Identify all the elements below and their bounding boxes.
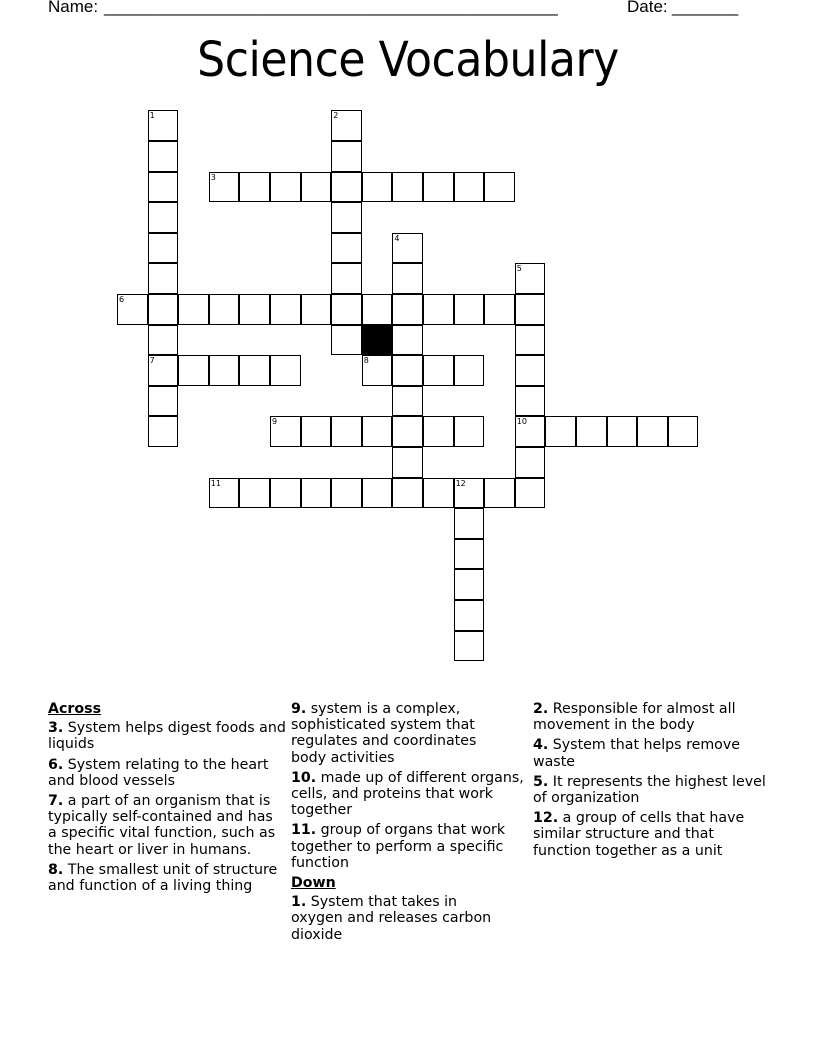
down-heading: Down	[291, 875, 336, 892]
crossword-cell[interactable]	[392, 263, 423, 294]
cell-number: 9	[272, 417, 278, 427]
crossword-cell[interactable]	[515, 355, 546, 386]
crossword-cell[interactable]	[270, 355, 301, 386]
crossword-cell[interactable]	[392, 233, 423, 264]
crossword-cell[interactable]	[392, 416, 423, 447]
crossword-cell[interactable]	[239, 478, 270, 509]
crossword-cell[interactable]	[484, 294, 515, 325]
crossword-cell[interactable]	[148, 141, 179, 172]
crossword-cell[interactable]	[454, 294, 485, 325]
cell-number: 12	[455, 478, 466, 488]
crossword-cell[interactable]	[392, 447, 423, 478]
date-label: Date:	[627, 0, 668, 16]
across-heading: Across	[48, 701, 102, 717]
crossword-cell[interactable]	[148, 233, 179, 264]
clue-number: 10.	[291, 769, 317, 786]
clues-column-3	[533, 701, 773, 863]
crossword-cell[interactable]	[148, 386, 179, 417]
crossword-cell[interactable]	[362, 172, 393, 203]
crossword-cell[interactable]	[392, 355, 423, 386]
crossword-cell[interactable]	[239, 172, 270, 203]
clue-number: 9.	[291, 701, 307, 717]
clue-text: system is a complex, sophisticated system that regulates and coordinates body activities	[291, 701, 477, 766]
crossword-cell[interactable]	[301, 172, 332, 203]
clue-text: a group of cells that have similar structure and that function together as a unit	[533, 810, 745, 859]
name-field[interactable]: ________________________________________________	[104, 0, 558, 16]
page-title: Science Vocabulary	[197, 32, 619, 88]
crossword-cell[interactable]	[515, 386, 546, 417]
clue-across-7	[48, 793, 280, 858]
crossword-cell[interactable]	[637, 416, 668, 447]
crossword-cell[interactable]	[392, 478, 423, 509]
clue-text: made up of different organs, cells, and proteins that work together	[291, 769, 524, 819]
crossword-cell[interactable]	[270, 172, 301, 203]
crossword-cell[interactable]	[454, 631, 485, 662]
crossword-cell[interactable]	[301, 478, 332, 509]
clue-text: System relating to the heart and blood vessels	[48, 756, 269, 789]
clue-across-9	[291, 701, 506, 766]
crossword-cell[interactable]	[331, 172, 362, 203]
crossword-cell[interactable]	[454, 539, 485, 570]
clue-across-8	[48, 862, 288, 894]
clue-across-3	[48, 720, 288, 752]
clue-text: a part of an organism that is typically self-contained and has a specific vital function, such as the heart or liver in humans.	[48, 793, 276, 858]
clue-number: 12.	[533, 810, 559, 827]
crossword-cell[interactable]	[148, 172, 179, 203]
clue-down-5	[533, 774, 773, 806]
crossword-cell[interactable]	[270, 478, 301, 509]
crossword-cell[interactable]	[423, 294, 454, 325]
crossword-cell[interactable]	[362, 355, 393, 386]
crossword-cell[interactable]	[239, 294, 270, 325]
crossword-cell[interactable]	[331, 110, 362, 141]
crossword-cell[interactable]	[454, 172, 485, 203]
crossword-cell[interactable]	[392, 294, 423, 325]
clue-text: Responsible for almost all movement in the body	[533, 701, 736, 734]
crossword-cell[interactable]	[148, 416, 179, 447]
cell-number: 6	[119, 295, 125, 304]
crossword-cell[interactable]	[515, 263, 546, 294]
crossword-cell[interactable]	[209, 355, 240, 386]
crossword-cell[interactable]	[331, 416, 362, 447]
crossword-cell[interactable]	[209, 294, 240, 325]
crossword-cell[interactable]	[331, 141, 362, 172]
crossword-cell[interactable]	[668, 416, 699, 447]
cell-number: 1	[149, 111, 155, 121]
crossword-cell[interactable]	[178, 294, 209, 325]
clue-text: It represents the highest level of organization	[533, 773, 766, 807]
clue-text: The smallest unit of structure and function of a living thing	[48, 861, 278, 895]
crossword-cell[interactable]	[117, 294, 148, 325]
crossword-cell[interactable]	[454, 416, 485, 447]
cell-number: 5	[516, 264, 522, 274]
clue-text: group of organs that work together to perform a specific function	[291, 822, 506, 871]
crossword-cell[interactable]	[454, 508, 485, 539]
crossword-cell[interactable]	[454, 478, 485, 509]
clues-column-1	[48, 701, 288, 898]
crossword-cell[interactable]	[362, 478, 393, 509]
crossword-cell[interactable]	[301, 416, 332, 447]
crossword-cell[interactable]	[148, 294, 179, 325]
cell-number: 10	[516, 417, 527, 427]
clue-across-10	[291, 770, 531, 819]
crossword-cell[interactable]	[301, 294, 332, 325]
cell-number: 11	[210, 478, 221, 488]
clue-number: 1.	[291, 894, 307, 911]
crossword-cell[interactable]	[148, 325, 179, 356]
crossword-cell[interactable]	[423, 478, 454, 509]
crossword-cell[interactable]	[515, 447, 546, 478]
date-field[interactable]: _______	[672, 0, 739, 16]
clue-down-2	[533, 701, 773, 733]
crossword-cell[interactable]	[331, 478, 362, 509]
crossword-cell[interactable]	[270, 294, 301, 325]
crossword-cell[interactable]	[331, 263, 362, 294]
crossword-cell[interactable]	[270, 416, 301, 447]
crossword-cell[interactable]	[148, 202, 179, 233]
crossword-cell[interactable]	[515, 294, 546, 325]
crossword-cell[interactable]	[454, 600, 485, 631]
cell-number: 4	[394, 233, 400, 243]
crossword-cell[interactable]	[178, 355, 209, 386]
crossword-cell[interactable]	[454, 355, 485, 386]
clue-number: 7.	[48, 793, 64, 810]
crossword-cell[interactable]	[392, 172, 423, 203]
crossword-cell[interactable]	[484, 478, 515, 509]
crossword-cell[interactable]	[515, 325, 546, 356]
clue-down-1	[291, 894, 511, 943]
name-label: Name:	[48, 0, 99, 16]
cell-number: 7	[149, 356, 155, 366]
clue-number: 11.	[291, 822, 317, 839]
crossword-cell[interactable]	[423, 416, 454, 447]
crossword-cell[interactable]	[148, 263, 179, 294]
crossword-cell[interactable]	[392, 325, 423, 356]
cell-number: 3	[210, 172, 216, 182]
crossword-cell[interactable]	[607, 416, 638, 447]
crossword-cell[interactable]	[454, 569, 485, 600]
crossword-cell[interactable]	[331, 233, 362, 264]
crossword-cell[interactable]	[239, 355, 270, 386]
clue-across-6	[48, 757, 288, 789]
crossword-cell[interactable]	[331, 202, 362, 233]
crossword-cell[interactable]	[209, 478, 240, 509]
clue-number: 6.	[48, 756, 64, 773]
crossword-cell[interactable]	[362, 416, 393, 447]
crossword-cell[interactable]	[576, 416, 607, 447]
crossword-cell[interactable]	[148, 110, 179, 141]
clue-down-4	[533, 737, 773, 769]
cell-number: 8	[363, 356, 369, 366]
crossword-cell[interactable]	[423, 172, 454, 203]
crossword-cell[interactable]	[515, 478, 546, 509]
clue-across-11	[291, 822, 531, 871]
crossword-cell[interactable]	[545, 416, 576, 447]
clue-text: System that helps remove waste	[533, 737, 740, 770]
clue-text: System helps digest foods and liquids	[48, 720, 286, 753]
crossword-cell[interactable]	[515, 416, 546, 447]
crossword-cell[interactable]	[484, 172, 515, 203]
clue-text: System that takes in oxygen and releases carbon dioxide	[291, 894, 492, 943]
clue-number: 4.	[533, 737, 549, 754]
crossword-cell[interactable]	[209, 172, 240, 203]
crossword-cell[interactable]	[331, 325, 362, 356]
cell-number: 2	[333, 111, 339, 121]
clue-number: 8.	[48, 861, 64, 878]
clue-down-12	[533, 810, 773, 859]
clues-column-2	[291, 701, 531, 947]
crossword-cell[interactable]	[331, 294, 362, 325]
clue-number: 5.	[533, 773, 549, 790]
black-cell	[362, 325, 393, 356]
crossword-cell[interactable]	[362, 294, 393, 325]
clue-number: 3.	[48, 720, 64, 737]
crossword-cell[interactable]	[148, 355, 179, 386]
clue-number: 2.	[533, 701, 549, 717]
crossword-cell[interactable]	[423, 355, 454, 386]
crossword-cell[interactable]	[392, 386, 423, 417]
